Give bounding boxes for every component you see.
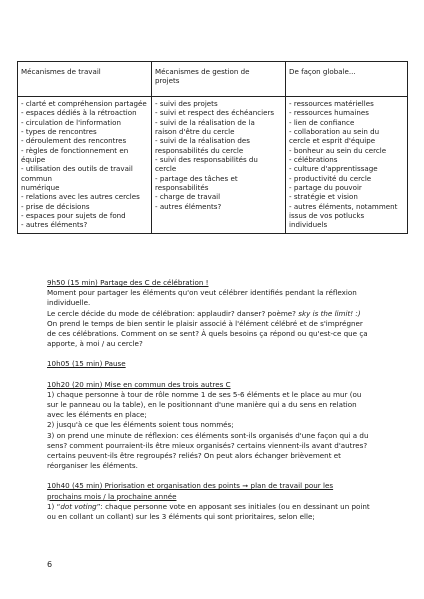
- paragraph-line: individuelle.: [47, 298, 91, 308]
- paragraph-line: 3) on prend une minute de réflexion: ces éléments sont-ils organisés d'une façon qui a du: [47, 430, 369, 440]
- header-work-mechanisms: Mécanismes de travail: [18, 62, 152, 97]
- paragraph-line: certains peuvent-ils être regroupés? reliés? On peut alors échanger brièvement et: [47, 451, 341, 461]
- column-project-management: - suivi des projets - suivi et respect des échéanciers - suivi de la réalisation de la raison d'être du cercle - suivi de la réalisation des responsabilités du cercle - suivi des responsabilités du cercle - partage des tâches et responsabilités - charge de travail - autres éléments?: [152, 97, 286, 234]
- section-heading-prioritization-cont: prochains mois / la prochaine année: [47, 491, 177, 501]
- paragraph-line: Le cercle décide du mode de célébration: applaudir? danser? poème? sky is the limit! :): [47, 308, 361, 318]
- paragraph-line: apporte, à moi / au cercle?: [47, 339, 143, 349]
- dot-voting-term: dot voting: [60, 501, 97, 511]
- paragraph-line: ou en collant un collant) sur les 3 éléments qui sont prioritaires, selon elle;: [47, 512, 315, 522]
- paragraph-line: On prend le temps de bien sentir le plaisir associé à l'élément célébré et de s'imprégner: [47, 318, 363, 328]
- mechanisms-table: [17, 61, 408, 234]
- paragraph-line: de ces célébrations. Comment on se sent? À quels besoins ça répond ou qu'est-ce que ça: [47, 329, 368, 339]
- section-heading-sharing: 10h20 (20 min) Mise en commun des trois autres C: [47, 379, 231, 389]
- agenda-body: [47, 278, 399, 522]
- paragraph-line: 2) jusqu'à ce que les éléments soient tous nommés;: [47, 420, 234, 430]
- table-header-row: [18, 62, 408, 97]
- header-global: De façon globale...: [286, 62, 408, 97]
- paragraph-line: 1) “dot voting”: chaque personne vote en apposant ses initiales (ou en dessinant un point: [47, 501, 370, 511]
- paragraph-line: sur le panneau ou la table), en le positionnant d'une manière qui a du sens en relation: [47, 400, 357, 410]
- section-heading-prioritization: 10h40 (45 min) Priorisation et organisation des points ➞ plan de travail pour les: [47, 481, 334, 491]
- column-global: - ressources matérielles - ressources humaines - lien de confiance - collaboration au sein du cercle et esprit d'équipe - bonheur au sein du cercle - célébrations - culture d'apprentissage - productivité du cercle - partage du pouvoir - stratégie et vision - autres éléments, notamment issus de vos potlucks individuels: [286, 97, 408, 234]
- paragraph-line: avec les éléments en place;: [47, 410, 147, 420]
- paragraph-line: Moment pour partager les éléments qu'on veut célébrer identifiés pendant la réflexion: [47, 288, 357, 298]
- section-heading-break: 10h05 (15 min) Pause: [47, 359, 126, 369]
- table-row: [18, 97, 408, 234]
- italic-phrase: sky is the limit! :): [295, 308, 361, 318]
- paragraph-line: sens? comment pourraient-ils être mieux organisés? certains viennent-ils avant d'autres?: [47, 440, 368, 450]
- header-project-management: Mécanismes de gestion de projets: [152, 62, 286, 97]
- page-number: 6: [47, 560, 53, 569]
- column-work-mechanisms: - clarté et compréhension partagée - espaces dédiés à la rétroaction - circulation de l'information - types de rencontres - déroulement des rencontres - règles de fonctionnement en équipe - utilisation des outils de travail commun numérique - relations avec les autres cercles - prise de décisions - espaces pour sujets de fond - autres éléments?: [18, 97, 152, 234]
- section-heading-celebration: 9h50 (15 min) Partage des C de célébration !: [47, 278, 209, 287]
- paragraph-line: 1) chaque personne à tour de rôle nomme 1 de ses 5-6 éléments et le place au mur (ou: [47, 389, 362, 399]
- paragraph-line: réorganiser les éléments.: [47, 461, 138, 471]
